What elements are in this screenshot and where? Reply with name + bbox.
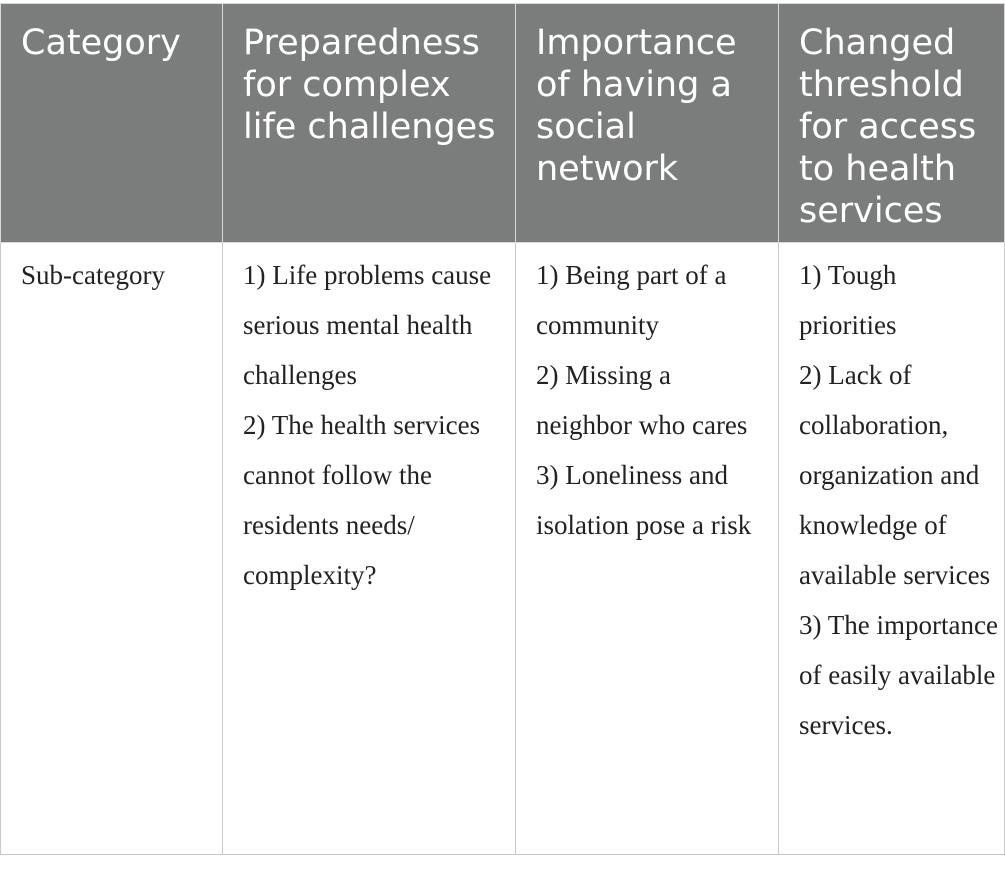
header-social-network: Importance of having a social network <box>516 4 779 243</box>
header-category: Category <box>1 4 223 243</box>
cell-preparedness <box>223 243 516 855</box>
list-item: 3) The importance of easily available services. <box>799 610 998 740</box>
list-item: 2) The health services cannot follow the residents needs/ complexity? <box>243 410 481 590</box>
cell-health-access <box>779 243 1005 855</box>
list-item: 2) Lack of collaboration, organization and knowledge of available services <box>799 360 991 590</box>
header-row <box>1 4 1005 243</box>
cell-social-network <box>516 243 779 855</box>
category-table <box>0 3 1005 855</box>
row-label-sub-category: Sub-category <box>1 243 223 855</box>
table-row <box>1 243 1005 855</box>
list-item: 1) Tough priorities <box>799 260 897 340</box>
header-preparedness: Preparedness for complex life challenges <box>223 4 516 243</box>
list-item: 3) Loneliness and isolation pose a risk <box>536 460 752 540</box>
list-item: 1) Being part of a community <box>536 260 727 340</box>
header-health-access: Changed threshold for access to health services <box>779 4 1005 243</box>
list-item: 1) Life problems cause serious mental health challenges <box>243 260 492 390</box>
list-item: 2) Missing a neighbor who cares <box>536 360 748 440</box>
